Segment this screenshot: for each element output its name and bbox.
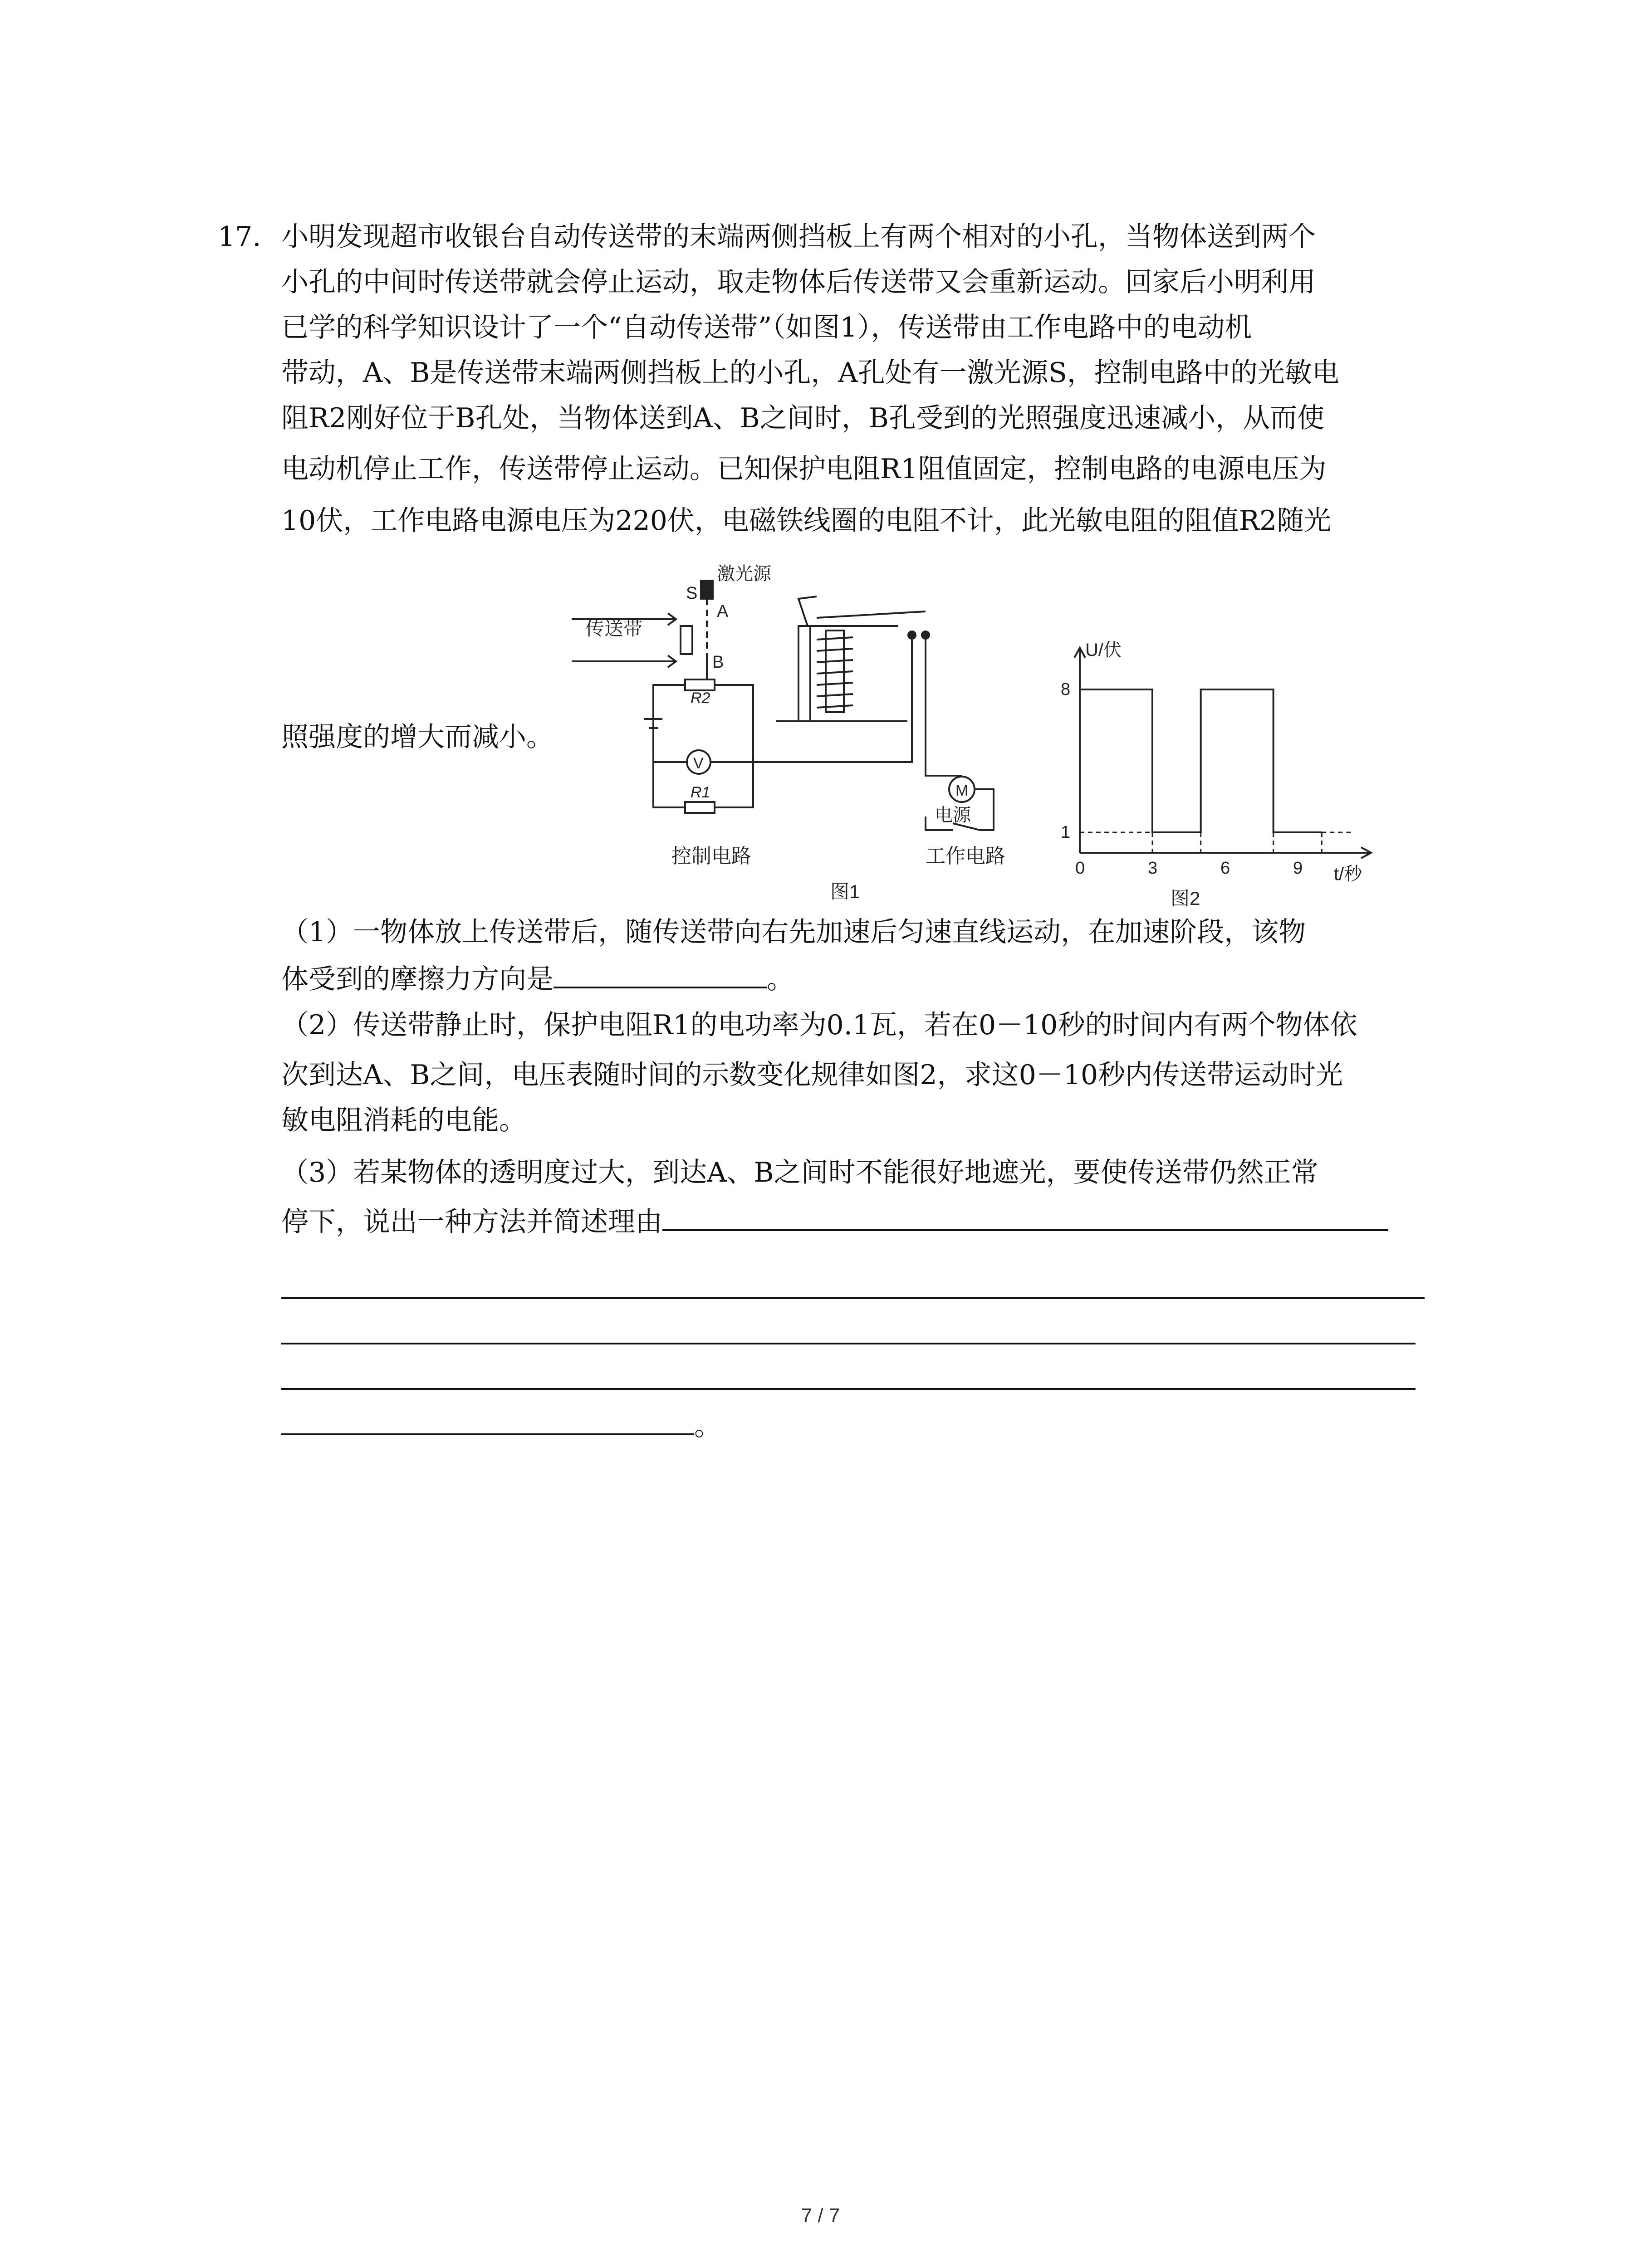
part-3-line-2-wrap xyxy=(281,1207,1388,1236)
part-3-last-line-wrap xyxy=(281,1411,721,1440)
question-line-5: 阻R2刚好位于B孔处，当物体送到A、B之间时，B孔受到的光照强度迅速减小，从而使 xyxy=(281,402,1324,434)
r1-label: R1 xyxy=(691,784,710,801)
part-1-end-mark: 。 xyxy=(767,963,794,995)
y-tick-label: 1 xyxy=(1061,823,1071,842)
x-tick-label: 0 xyxy=(1075,859,1085,878)
question-line-6: 电动机停止工作，传送带停止运动。已知保护电阻R1阻值固定，控制电路的电源电压为 xyxy=(281,453,1327,485)
work-label: 工作电路 xyxy=(926,845,1005,867)
s-label: S xyxy=(686,584,698,603)
x-tick-label: 6 xyxy=(1220,859,1230,878)
object-on-belt xyxy=(681,626,692,654)
control-label: 控制电路 xyxy=(671,845,751,867)
voltmeter-label: V xyxy=(693,755,704,772)
figure-2-chart xyxy=(1043,635,1397,912)
electromagnet-core xyxy=(798,626,810,721)
question-line-7: 10伏，工作电路电源电压为220伏，电磁铁线圈的电阻不计，此光敏电阻的阻值R2随光 xyxy=(281,505,1332,537)
answer-line-3d[interactable] xyxy=(281,1388,1416,1390)
power-label: 电源 xyxy=(935,805,971,825)
laser-source xyxy=(701,581,713,599)
r2-label: R2 xyxy=(691,689,710,707)
part-1-line-2-wrap xyxy=(281,964,794,993)
resistor-r2 xyxy=(685,679,715,690)
b-label: B xyxy=(712,653,724,672)
electromagnet-coil xyxy=(817,637,853,708)
part-3-line-2: 停下，说出一种方法并简述理由 xyxy=(281,1206,662,1238)
resistor-r1 xyxy=(685,802,715,813)
x-tick-label: 9 xyxy=(1293,859,1303,878)
question-line-8: 照强度的增大而减小。 xyxy=(281,721,554,753)
figure-2-caption: 图2 xyxy=(1171,888,1200,909)
part-1-line-2: 体受到的摩擦力方向是 xyxy=(281,963,554,995)
x-tick-label: 3 xyxy=(1148,859,1158,878)
belt-label: 传送带 xyxy=(585,618,643,639)
answer-blank-3a[interactable] xyxy=(662,1207,1388,1231)
page-number: 7 / 7 xyxy=(801,2204,840,2227)
question-number: 17. xyxy=(218,221,261,253)
motor-label: M xyxy=(955,782,969,799)
part-1-line-1: （1）一物体放上传送带后，随传送带向右先加速后匀速直线运动，在加速阶段，该物 xyxy=(281,916,1306,948)
question-line-1: 小明发现超市收银台自动传送带的末端两侧挡板上有两个相对的小孔，当物体送到两个 xyxy=(281,221,1316,253)
voltage-series-line xyxy=(1080,689,1322,832)
answer-blank-1[interactable] xyxy=(554,964,767,988)
part-2-line-1: （2）传送带静止时，保护电阻R1的电功率为0.1瓦，若在0－10秒的时间内有两个物体依 xyxy=(281,1009,1357,1041)
y-tick-label: 8 xyxy=(1061,680,1071,699)
y-axis-label: U/伏 xyxy=(1085,640,1122,660)
answer-line-3b[interactable] xyxy=(281,1297,1425,1299)
laser-label: 激光源 xyxy=(717,564,771,584)
question-line-3: 已学的科学知识设计了一个“自动传送带”（如图1），传送带由工作电路中的电动机 xyxy=(281,312,1252,343)
figure-1-circuit xyxy=(563,562,1039,916)
part-3-end-mark: 。 xyxy=(694,1410,721,1442)
figure-1-caption: 图1 xyxy=(830,881,860,902)
answer-line-3c[interactable] xyxy=(281,1343,1416,1344)
part-2-line-3: 敏电阻消耗的电能。 xyxy=(281,1105,526,1136)
part-2-line-2: 次到达A、B之间，电压表随时间的示数变化规律如图2，求这0－10秒内传送带运动时光 xyxy=(281,1059,1343,1091)
a-label: A xyxy=(717,602,729,621)
question-line-4: 带动，A、B是传送带末端两侧挡板上的小孔，A孔处有一激光源S，控制电路中的光敏电 xyxy=(281,357,1339,389)
part-3-line-1: （3）若某物体的透明度过大，到达A、B之间时不能很好地遮光，要使传送带仍然正常 xyxy=(281,1157,1318,1188)
question-line-2: 小孔的中间时传送带就会停止运动，取走物体后传送带又会重新运动。回家后小明利用 xyxy=(281,266,1316,298)
answer-blank-3e[interactable] xyxy=(281,1411,694,1435)
x-axis-label: t/秒 xyxy=(1334,864,1362,884)
